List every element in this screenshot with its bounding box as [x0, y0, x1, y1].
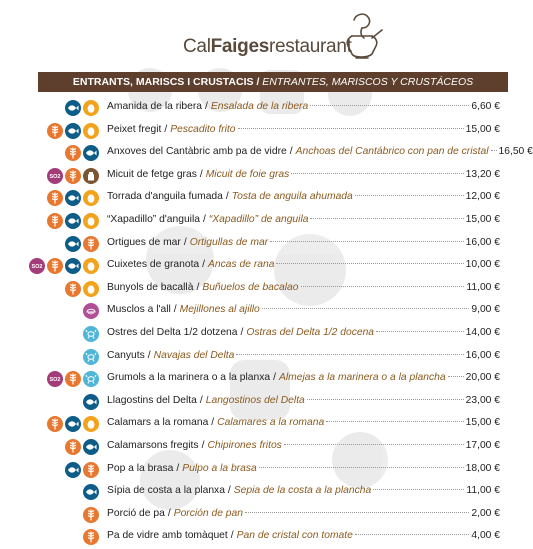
- fish-icon: [65, 258, 81, 274]
- dish-name-spanish: Ancas de rana: [208, 259, 275, 271]
- dot-leader: [276, 263, 463, 264]
- dish-line: [107, 463, 500, 474]
- dish-price: 15,00 €: [465, 123, 500, 135]
- dish-name-catalan: Calamarsons fregits: [107, 440, 199, 451]
- menu-item: [0, 121, 525, 143]
- fish-icon: [65, 462, 81, 478]
- dish-name-separator: /: [230, 530, 234, 542]
- dot-leader: [376, 331, 464, 332]
- dish-line: [107, 327, 500, 338]
- dish-name-catalan: Musclos a l'all: [107, 304, 171, 316]
- gluten-icon: [47, 123, 63, 139]
- dish-name-separator: /: [289, 146, 293, 158]
- dish-price: 20,00 €: [465, 372, 500, 384]
- dish-name-catalan: Grumols a la marinera o a la planxa: [107, 372, 271, 384]
- dish-name-catalan: Porció de pa: [107, 507, 165, 519]
- dish-name-separator: /: [201, 440, 205, 451]
- fish-icon: [65, 190, 81, 206]
- allergen-icons: [47, 123, 99, 141]
- dish-line: [107, 395, 500, 406]
- sulfite-icon: [29, 258, 45, 274]
- dish-name-catalan: Pa de vidre amb tomàquet: [107, 530, 228, 542]
- dot-leader: [245, 512, 469, 513]
- allergen-icons: [65, 439, 99, 457]
- dish-name-spanish: Anchoas del Cantábrico con pan de cristal: [295, 146, 489, 158]
- dish-name-spanish: Mejillones al ajillo: [179, 304, 260, 316]
- dot-leader: [236, 354, 463, 355]
- dish-name-spanish: Sepia de la costa a la plancha: [233, 485, 372, 497]
- allergen-icons: [83, 326, 99, 344]
- dish-name-separator: /: [240, 327, 244, 338]
- dish-name-separator: /: [225, 191, 229, 203]
- allergen-icons: [83, 484, 99, 502]
- dish-line: [107, 124, 500, 135]
- header: [0, 0, 525, 72]
- fish-icon: [65, 416, 81, 432]
- menu-item: [0, 460, 525, 482]
- dish-price: 2,00 €: [471, 507, 500, 519]
- menu-item: [0, 301, 525, 323]
- dish-price: 23,00 €: [465, 394, 500, 406]
- menu-item: [0, 347, 525, 369]
- brand-name: CalFaigesrestaurant: [183, 36, 352, 57]
- dish-price: 18,00 €: [465, 462, 500, 474]
- fish-icon: [65, 236, 81, 252]
- gluten-icon: [47, 258, 63, 274]
- menu-item: [0, 369, 525, 391]
- dish-price: 12,00 €: [465, 191, 500, 203]
- dish-line: [107, 304, 500, 315]
- dish-name-separator: /: [227, 485, 231, 497]
- allergen-icons: [47, 190, 99, 208]
- dish-name-catalan: Cuixetes de granota: [107, 259, 200, 271]
- svg-text:SO2: SO2: [49, 173, 61, 180]
- allergen-icons: [47, 416, 99, 434]
- crustacean-icon: [83, 349, 99, 365]
- dot-leader: [307, 399, 464, 400]
- dish-name-spanish: Pan de cristal con tomate: [236, 530, 353, 542]
- fish-icon: [65, 213, 81, 229]
- gluten-icon: [83, 236, 99, 252]
- dish-name-catalan: “Xapadillo” d'anguila: [107, 214, 200, 225]
- dish-line: [107, 440, 500, 451]
- gluten-icon: [83, 462, 99, 478]
- dish-price: 10,00 €: [465, 259, 500, 271]
- dish-line: [107, 350, 500, 361]
- dish-name-catalan: Pop a la brasa: [107, 462, 174, 474]
- dish-price: 16,50 €: [498, 146, 533, 158]
- dish-price: 6,60 €: [471, 101, 500, 112]
- egg-icon: [83, 281, 99, 297]
- dish-name-spanish: Ostras del Delta 1/2 docena: [246, 327, 375, 338]
- dot-leader: [355, 534, 470, 535]
- egg-icon: [83, 213, 99, 229]
- dish-name-separator: /: [199, 168, 203, 180]
- section-header: [38, 72, 508, 92]
- menu-item: [0, 98, 525, 120]
- dish-line: [107, 485, 500, 496]
- dot-leader: [238, 128, 464, 129]
- allergen-icons: [65, 462, 99, 480]
- dish-price: 9,00 €: [471, 304, 500, 316]
- dish-name-separator: /: [183, 236, 187, 248]
- dish-line: [107, 530, 500, 541]
- allergen-icons: [65, 100, 99, 118]
- dish-name-separator: /: [202, 259, 206, 271]
- gluten-icon: [83, 529, 99, 545]
- allergen-icons: [47, 371, 99, 389]
- dish-line: [107, 237, 500, 248]
- sulfite-icon: [47, 168, 63, 184]
- dish-name-catalan: Peixet fregit: [107, 123, 162, 135]
- dish-price: 4,00 €: [471, 530, 500, 542]
- dot-leader: [291, 173, 463, 174]
- dish-line: [107, 191, 500, 202]
- allergen-icons: [65, 281, 99, 299]
- dish-name-separator: /: [211, 417, 215, 429]
- fish-icon: [65, 123, 81, 139]
- dish-price: 11,00 €: [466, 485, 500, 497]
- gluten-icon: [83, 507, 99, 523]
- dish-line: [107, 101, 500, 112]
- dish-name-spanish: “Xapadillo” de anguila: [208, 214, 309, 225]
- section-title-spanish: ENTRANTES, MARISCOS Y CRUSTÁCEOS: [262, 76, 474, 88]
- menu-item: [0, 256, 525, 278]
- gluten-icon: [65, 439, 81, 455]
- allergen-icons: [83, 507, 99, 525]
- menu-item: [0, 188, 525, 210]
- allergen-icons: [65, 236, 99, 254]
- menu-item: [0, 324, 525, 346]
- egg-icon: [83, 190, 99, 206]
- dish-name-spanish: Calamares a la romana: [217, 417, 325, 429]
- dish-name-separator: /: [202, 214, 206, 225]
- dish-name-spanish: Almejas a la marinera o a la plancha: [279, 372, 446, 384]
- menu-item: [0, 414, 525, 436]
- dish-name-catalan: Micuit de fetge gras: [107, 168, 197, 180]
- dish-name-catalan: Llagostins del Delta: [107, 394, 197, 406]
- dish-name-catalan: Ostres del Delta 1/2 dotzena: [107, 327, 238, 338]
- allergen-icons: [83, 394, 99, 412]
- dot-leader: [448, 376, 464, 377]
- dot-leader: [259, 467, 464, 468]
- dish-name-catalan: Canyuts: [107, 349, 145, 361]
- dish-name-separator: /: [167, 507, 171, 519]
- dish-name-spanish: Pulpo a la brasa: [182, 462, 257, 474]
- egg-icon: [83, 100, 99, 116]
- allergen-icons: [83, 349, 99, 367]
- dish-line: [107, 417, 500, 428]
- mollusc-icon: [83, 303, 99, 319]
- dish-name-separator: /: [164, 123, 168, 135]
- dish-name-separator: /: [205, 101, 208, 112]
- gluten-icon: [65, 281, 81, 297]
- section-title-catalan: ENTRANTS, MARISCS I CRUSTACIS: [72, 76, 254, 88]
- dish-name-catalan: Sípia de costa a la planxa: [107, 485, 225, 497]
- dish-name-catalan: Amanida de la ribera: [107, 101, 203, 112]
- dish-line: [107, 169, 500, 180]
- dish-name-spanish: Chipirones fritos: [207, 440, 282, 451]
- dish-name-separator: /: [273, 372, 276, 384]
- dot-leader: [270, 241, 464, 242]
- allergen-icons: [47, 213, 99, 231]
- menu-item: [0, 234, 525, 256]
- dot-leader: [491, 150, 497, 151]
- dot-leader: [310, 218, 463, 219]
- dish-name-spanish: Tosta de anguila ahumada: [231, 191, 353, 203]
- menu-item: [0, 166, 525, 188]
- dish-price: 17,00 €: [465, 440, 500, 451]
- menu-item: [0, 482, 525, 504]
- dish-price: 16,00 €: [465, 349, 500, 361]
- dish-line: [107, 259, 500, 270]
- dish-line: [107, 372, 500, 383]
- fish-icon: [83, 484, 99, 500]
- dot-leader: [284, 444, 464, 445]
- dot-leader: [310, 105, 469, 106]
- crustacean-icon: [83, 371, 99, 387]
- dish-name-spanish: Pescadito frito: [170, 123, 236, 135]
- allergen-icons: [83, 303, 99, 321]
- dish-name-catalan: Bunyols de bacallà: [107, 281, 194, 293]
- dish-price: 16,00 €: [465, 236, 500, 248]
- fish-icon: [83, 145, 99, 161]
- allergen-icons: [65, 145, 99, 163]
- dish-name-separator: /: [196, 281, 200, 293]
- egg-icon: [83, 123, 99, 139]
- crustacean-icon: [83, 326, 99, 342]
- gluten-icon: [47, 190, 63, 206]
- svg-text:SO2: SO2: [49, 377, 61, 384]
- dot-leader: [355, 195, 464, 196]
- gluten-icon: [65, 168, 81, 184]
- menu-item: [0, 143, 533, 165]
- dish-name-catalan: Anxoves del Cantàbric amb pa de vidre: [107, 146, 287, 158]
- allergen-icons: [29, 258, 99, 276]
- egg-icon: [83, 416, 99, 432]
- dish-name-catalan: Ortigues de mar: [107, 236, 181, 248]
- dish-price: 15,00 €: [465, 417, 500, 429]
- dish-line: [107, 508, 500, 519]
- dish-price: 11,00 €: [466, 281, 500, 293]
- svg-text:SO2: SO2: [31, 264, 43, 271]
- dish-name-separator: /: [147, 349, 151, 361]
- dish-name-spanish: Navajas del Delta: [153, 349, 235, 361]
- sulfite-icon: [47, 371, 63, 387]
- dish-price: 13,20 €: [465, 168, 500, 180]
- allergen-icons: [83, 529, 99, 547]
- dot-leader: [301, 286, 465, 287]
- dish-name-separator: /: [199, 394, 203, 406]
- milk-icon: [83, 168, 99, 184]
- fish-icon: [65, 100, 81, 116]
- mortar-logo-icon: [334, 8, 386, 64]
- dish-name-spanish: Micuit de foie gras: [205, 168, 290, 180]
- dot-leader: [262, 308, 470, 309]
- dish-name-spanish: Porción de pan: [173, 507, 243, 519]
- dish-name-catalan: Torrada d'anguila fumada: [107, 191, 223, 203]
- menu-item: [0, 392, 525, 414]
- menu-item: [0, 505, 525, 527]
- dish-line: [107, 282, 500, 293]
- gluten-icon: [47, 416, 63, 432]
- menu-item: [0, 527, 525, 549]
- dish-name-spanish: Langostinos del Delta: [205, 394, 305, 406]
- dish-name-separator: /: [176, 462, 180, 474]
- dish-name-catalan: Calamars a la romana: [107, 417, 209, 429]
- dish-name-separator: /: [173, 304, 177, 316]
- section-separator: /: [256, 76, 260, 88]
- dot-leader: [373, 489, 464, 490]
- gluten-icon: [47, 213, 63, 229]
- dish-line: [107, 214, 500, 225]
- menu-item: [0, 211, 525, 233]
- menu-item: [0, 437, 525, 459]
- egg-icon: [83, 258, 99, 274]
- fish-icon: [83, 394, 99, 410]
- allergen-icons: [47, 168, 99, 186]
- gluten-icon: [65, 371, 81, 387]
- gluten-icon: [65, 145, 81, 161]
- menu-item: [0, 279, 525, 301]
- fish-icon: [83, 439, 99, 455]
- dish-price: 15,00 €: [465, 214, 500, 225]
- dish-name-spanish: Buñuelos de bacalao: [202, 281, 299, 293]
- dish-price: 14,00 €: [465, 327, 500, 338]
- dish-line: [107, 146, 533, 158]
- dish-name-spanish: Ensalada de la ribera: [210, 101, 309, 112]
- dish-name-spanish: Ortigullas de mar: [189, 236, 269, 248]
- dot-leader: [326, 421, 463, 422]
